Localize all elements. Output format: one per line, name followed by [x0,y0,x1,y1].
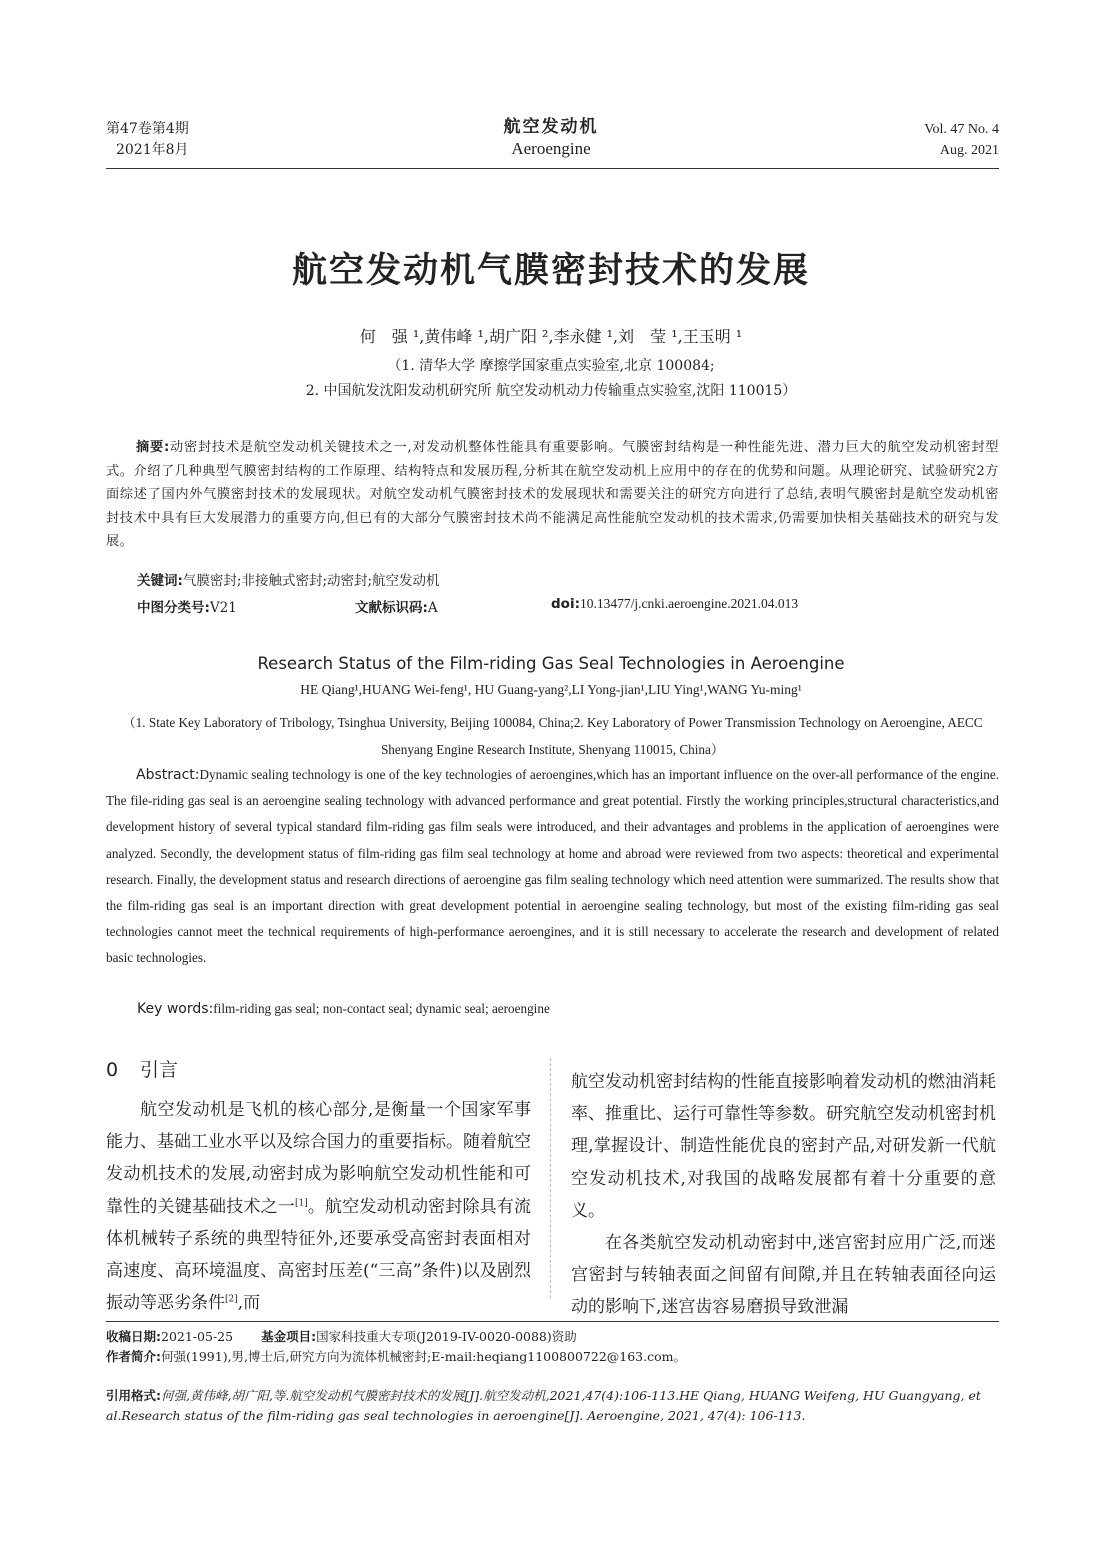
keywords-en-text: film-riding gas seal; non-contact seal; dynamic seal; aeroengine [213,1001,550,1016]
citation-text: 何强,黄伟峰,胡广阳,等.航空发动机气膜密封技术的发展[J].航空发动机,2021,47(4):106-113.HE Qiang, HUANG Weifeng, HU Guangyang, et al.Research status of the film-riding gas seal technologies in aeroengine[J]. Aeroengine, 2021, 47(4): 106-113. [106,1388,981,1423]
journal-name-en: Aeroengine [511,139,591,158]
reference-1[interactable]: [1] [294,1197,308,1208]
keywords-en-label: Key words: [137,1001,214,1017]
clc-number: 中图分类号:V21 [137,600,237,616]
footnote [106,1327,999,1367]
abstract-en [106,762,999,972]
header-right [924,119,999,161]
body-paragraph: 在各类航空发动机动密封中,迷宫密封应用广泛,而迷宫密封与转轴表面之间留有间隙,并且在转轴表面径向运动的影响下,迷宫齿容易磨损导致泄漏 [571,1233,996,1318]
keywords-cn [137,569,440,589]
journal-name-cn: 航空发动机 [503,117,599,137]
abstract-en-text: Dynamic sealing technology is one of the key technologies of aeroengines,which has an important influence on the over-all performance of the engine. The file-riding gas seal is an aeroengine sealing technology with advanced performance and great potential. Firstly the working principles,structural characteristics,and development history of several typical standard film-riding gas film seals were introduced, and their advantages and problems in the application of aeroengines were analyzed. Secondly, the development status of film-riding gas film seal technology at home and abroad were reviewed from two aspects: theoretical and experimental research. Finally, the development status and research directions of aeroengine gas film sealing technology which need attention were summarized. The results show that the film-riding gas seal is an important direction with great development potential in aeroengine sealing technology, but most of the existing film-riding gas seal technologies cannot meet the technical requirements of high-performance aeroengines, and it is still necessary to accelerate the research and development of related basic technologies. [106,767,999,966]
footnote-line-1: 收稿日期:2021-05-25 基金项目:国家科技重大专项(J2019-IV-0020-0088)资助 [106,1329,577,1344]
affiliation-cn-2: 2. 中国航发沈阳发动机研究所 航空发动机动力传输重点实验室,沈阳 110015） [305,383,797,399]
footnote-divider [106,1321,999,1322]
keywords-en [137,1001,550,1017]
header-divider [106,168,999,169]
body-paragraph-continued: 航空发动机密封结构的性能直接影响着发动机的燃油消耗率、推重比、运行可靠性等参数。研究航空发动机密封机理,掌握设计、制造性能优良的密封产品,对研发新一代航空发动机技术,对我国的战略发展都有着十分重要的意义。 [571,1072,996,1221]
reference-2[interactable]: [2] [225,1294,238,1305]
authors-cn: 何 强 ¹,黄伟峰 ¹,胡广阳 ²,李永健 ¹,刘 莹 ¹,王玉明 ¹ [359,327,743,346]
paper-title-cn: 航空发动机气膜密封技术的发展 [291,250,810,291]
body-column-right [571,1066,996,1324]
volume-issue-en: Vol. 47 No. 4 [924,122,999,137]
date-cn: 2021年8月 [116,142,189,158]
abstract-cn-label: 摘要: [136,440,170,455]
doi[interactable]: doi:10.13477/j.cnki.aeroengine.2021.04.013 [551,596,799,612]
body-column-left [106,1058,531,1319]
column-divider [550,1058,551,1298]
affiliation-en: （1. State Key Laboratory of Tribology, Tsinghua University, Beijing 100084, China;2. Key Laboratory of Power Transmission Technology on Aeroengine, AECC Shenyang Engine Research Institute, Shenyang 110015, China） [122,715,983,757]
section-heading [106,1058,531,1082]
abstract-cn [106,436,999,554]
affiliation-cn-1: （1. 清华大学 摩擦学国家重点实验室,北京 100084; [387,358,715,374]
date-en: Aug. 2021 [939,143,999,158]
keywords-cn-text: 气膜密封;非接触式密封;动密封;航空发动机 [182,573,440,589]
body-paragraph: 航空发动机是飞机的核心部分,是衡量一个国家军事能力、基础工业水平以及综合国力的重要指标。随着航空发动机技术的发展,动密封成为影响航空发动机性能和可靠性的关键基础技术之一[1]。航空发动机动密封除具有流体机械转子系统的典型特征外,还要承受高密封表面相对高速度、高环境温度、高密封压差(“三高”条件)以及剧烈振动等恶劣条件[2],而 [106,1100,532,1314]
citation-format [106,1386,999,1426]
section-title: 引言 [140,1059,179,1081]
volume-issue-cn: 第47卷第4期 [106,121,189,137]
document-code: 文献标识码:A [355,600,438,616]
section-number: 0 [106,1059,119,1081]
paper-title-en: Research Status of the Film-riding Gas Seal Technologies in Aeroengine [257,654,845,673]
abstract-en-label: Abstract: [136,767,200,783]
citation-label: 引用格式: [106,1388,161,1403]
keywords-cn-label: 关键词: [137,573,183,589]
abstract-cn-text: 动密封技术是航空发动机关键技术之一,对发动机整体性能具有重要影响。气膜密封结构是一种性能先进、潜力巨大的航空发动机密封型式。介绍了几种典型气膜密封结构的工作原理、结构特点和发展历程,分析其在航空发动机上应用中的存在的优势和问题。从理论研究、试验研究2方面综述了国内外气膜密封技术的发展现状。对航空发动机气膜密封技术的发展现状和需要关注的研究方向进行了总结,表明气膜密封是航空发动机密封技术中具有巨大发展潜力的重要方向,但已有的大部分气膜密封技术尚不能满足高性能航空发动机的技术需求,仍需要加快相关基础技术的研究与发展。 [106,440,999,549]
authors-en: HE Qiang¹,HUANG Wei-feng¹, HU Guang-yang²,LI Yong-jian¹,LIU Ying¹,WANG Yu-ming¹ [300,682,802,697]
footnote-line-2: 作者简介:何强(1991),男,博士后,研究方向为流体机械密封;E-mail:heqiang1100800722@163.com。 [106,1349,686,1364]
